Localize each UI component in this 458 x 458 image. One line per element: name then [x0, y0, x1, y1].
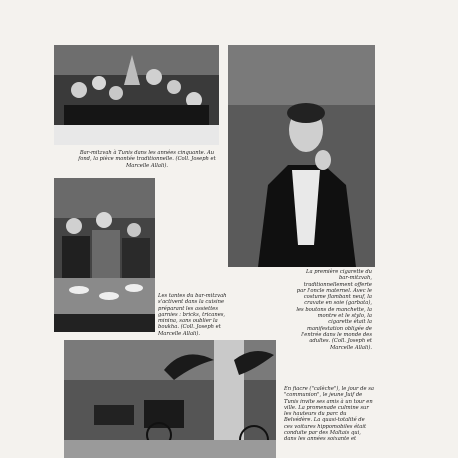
- cigarette-portrait-illustration: [228, 45, 375, 267]
- bar-mitzvah-caption: Bar-mitzvah à Tunis dans les années cinquante. Au fond, la pièce montée traditionnelle. (Coll. Joseph et Marcelle Allali).: [78, 150, 216, 169]
- bar-mitzvah-group-photo: [54, 45, 219, 145]
- kitchen-caption: Les tantes du bar-mitzvah s'activent dans la cuisine préparant les assiettes garnies : bricks, tricanes, minina, sans oublier la boukha. (Coll. Joseph et Marcelle Allali).: [158, 293, 227, 337]
- caleche-caption: En fiacre ("calèche"), le jour de sa "communion", le jeune Juif de Tunis invite ses amis à un tour en ville. La promenade culmine sur les hauteurs du parc du Belvédère. La quasi-totalité de ces voitures hippomobiles était conduite par des Maltais qui, dans les années soixante et: [284, 386, 374, 443]
- caleche-photo: [64, 340, 276, 458]
- cigarette-portrait-photo: [228, 45, 375, 267]
- kitchen-illustration: [54, 178, 155, 332]
- bar-mitzvah-group-illustration: [54, 45, 219, 145]
- caleche-illustration: [64, 340, 276, 458]
- cigarette-caption: La première cigarette du bar-mitzvah, traditionnellement offerte par l'oncle maternel. Avec le costume flambant neuf, la cravate en soie (garbata), les boutons de manchette, la montre et le stylo, la cigarette était la manifestation obligée de l'entrée dans le monde des adultes. (Coll. Joseph et Marcelle Allali).: [296, 269, 372, 351]
- kitchen-photo: [54, 178, 155, 332]
